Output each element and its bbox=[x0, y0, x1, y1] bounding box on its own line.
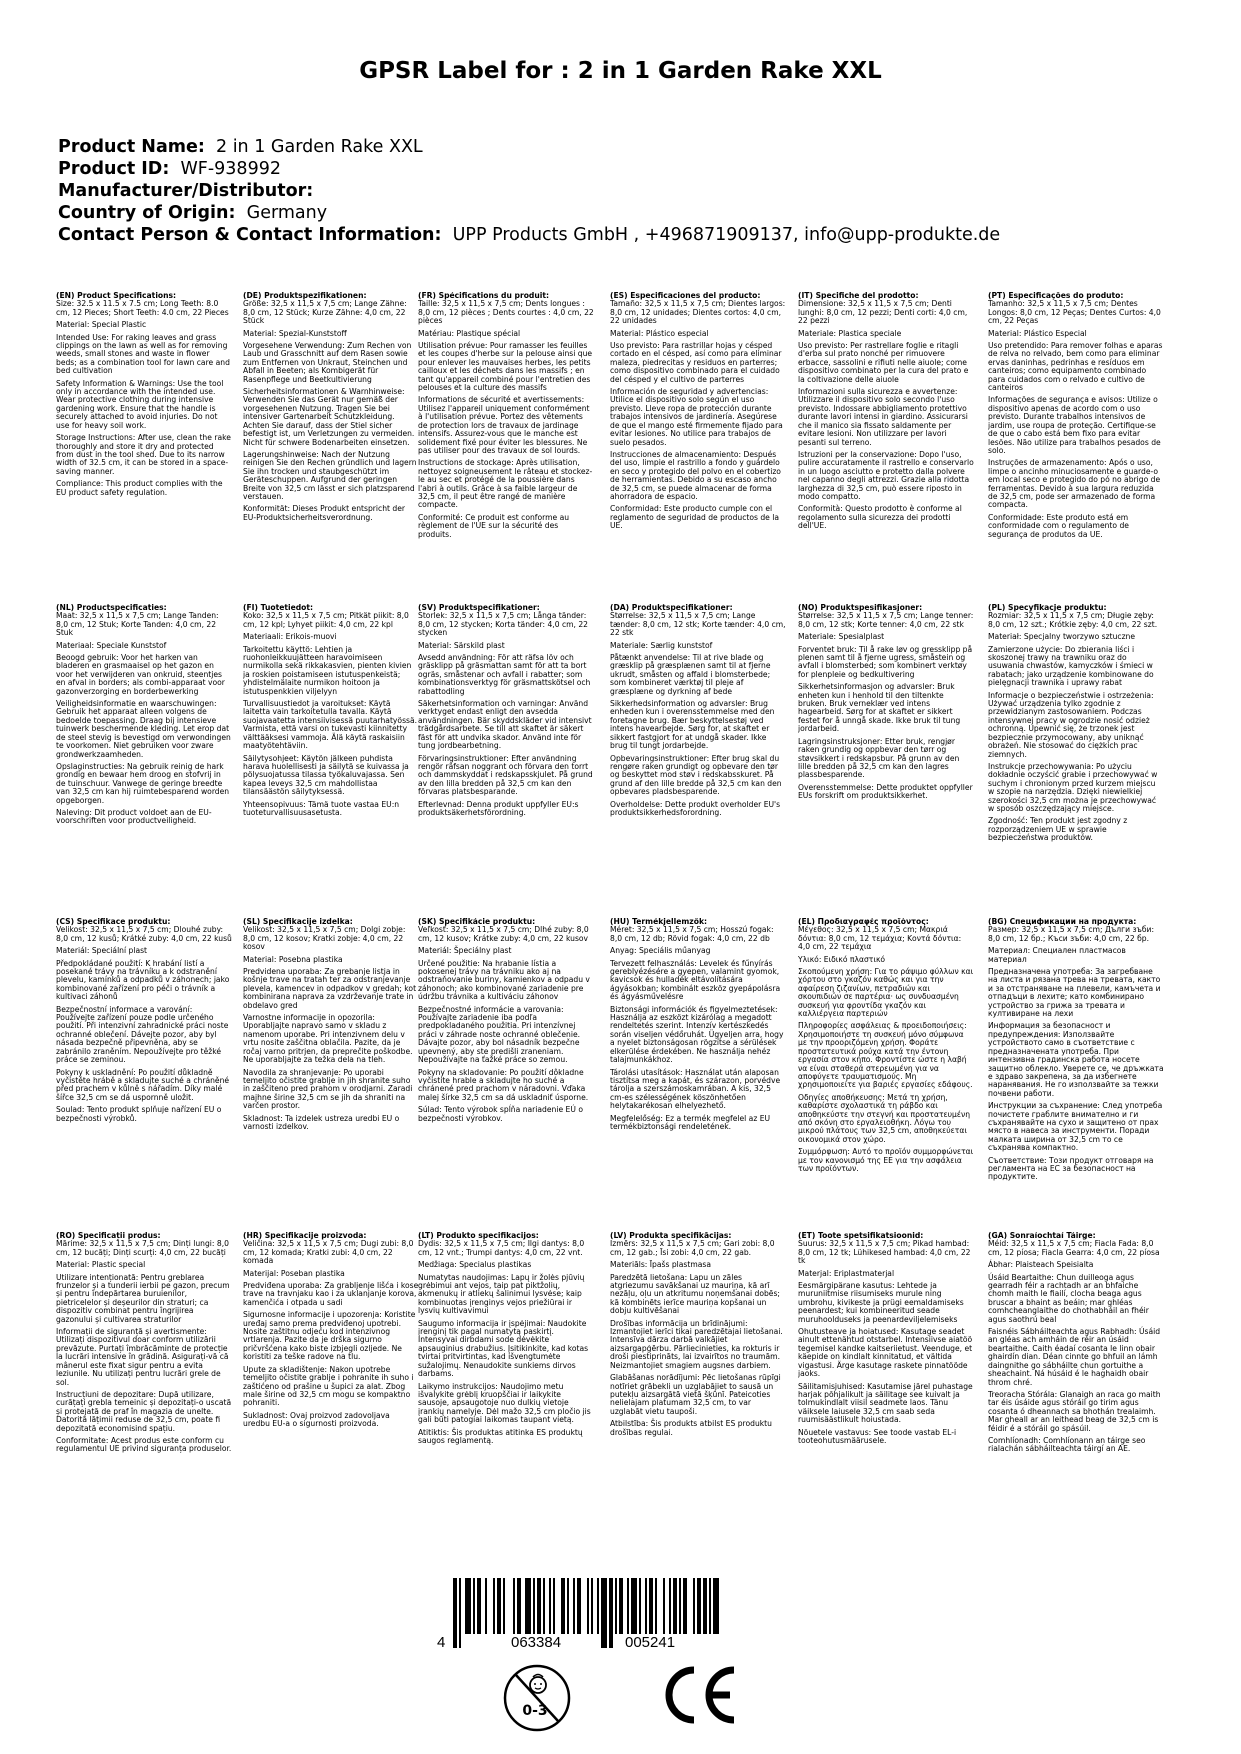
language-paragraph: Forventet bruk: Til å rake løv og gressklipp på plenen samt til å fjerne ugress, småstein og avfall i blomsterbed; som kombinert verktøy for plenpleie og bedkultivering bbox=[798, 644, 973, 679]
barcode-bar bbox=[543, 1578, 545, 1634]
language-paragraph: Информация за безопасност и предупреждения: Използвайте устройството само в съответствие с предназначената употреба. При интензивна градинска работа носете защитно облекло. Уверете се, че дръжката е здраво закрепена, за да избегнете наранявания. Не го използвайте за тежки почвени работи. bbox=[988, 1021, 1164, 1098]
language-specs: Размер: 32,5 x 11,5 x 7,5 cm; Дълги зъби: 8,0 cm, 12 бр.; Къси зъби: 4,0 cm, 22 бр. bbox=[988, 925, 1155, 943]
label-title: GPSR Label for : 2 in 1 Garden Rake XXL bbox=[359, 58, 882, 84]
language-block bbox=[56, 918, 232, 1218]
barcode-bar bbox=[477, 1578, 481, 1634]
language-paragraph: Naleving: Dit product voldoet aan de EU-voorschriften voor productveiligheid. bbox=[56, 807, 212, 826]
language-paragraph: Soulad: Tento produkt splňuje nařízení EU o bezpečnosti výrobků. bbox=[56, 1105, 222, 1123]
barcode-bar bbox=[615, 1578, 617, 1634]
language-paragraph: Drošības informācija un brīdinājumi: Izmantojiet ierīci tikai paredzētajai lietošanai. Intensīva dārza darbā valkājiet aizsargapģērbu. Pārliecinieties, ka rokturis ir droši piestiprināts, lai izvairītos no traumām. Neizmantojiet smagiem augsnes darbiem. bbox=[610, 1318, 783, 1370]
age-warning-icon bbox=[502, 1663, 572, 1733]
language-heading: (NO) Produktspesifikasjoner: bbox=[798, 604, 923, 612]
language-specs: Storlek: 32,5 x 11,5 x 7,5 cm; Långa tänder: 8,0 cm, 12 stycken; Korta tänder: 4,0 cm, 22 stycken bbox=[418, 611, 589, 638]
language-paragraph: Beoogd gebruik: Voor het harken van bladeren en grasmaaisel op het gazon en voor het verwijderen van onkruid, steentjes en afval in borders; als combi-apparaat voor gazonverzorging en borderbewerking bbox=[56, 653, 225, 696]
language-paragraph: Sikkerhetsinformasjon og advarsler: Bruk enheten kun i henhold til den tiltenkte bruken. Bruk verneklær ved intens hagearbeid. Sørg for at skaftet er sikkert festet for å unngå skade. Ikke bruk til tung jordarbeid. bbox=[798, 682, 961, 734]
language-paragraph: Instrucciones de almacenamiento: Después del uso, limpie el rastrillo a fondo y guárdelo en seco y protegido del polvo en el cobertizo de herramientas. Debido a su escaso ancho de 32,5 cm, se puede almacenar de forma ahorradora de espacio. bbox=[610, 449, 781, 501]
language-paragraph: Uso previsto: Per rastrellare foglie e ritagli d'erba sul prato nonché per rimuovere erbacce, sassolini e rifiuti nelle aiuole; come dispositivo combinato per la cura del prato e la coltivazione delle aiuole bbox=[798, 341, 969, 384]
language-paragraph: Συμμόρφωση: Αυτό το προϊόν συμμορφώνεται με τον κανονισμό της ΕΕ για την ασφάλεια των προϊόντων. bbox=[798, 1147, 974, 1173]
barcode-bar bbox=[693, 1578, 695, 1634]
language-specs: Size: 32.5 x 11.5 x 7.5 cm; Long Teeth: 8.0 cm, 12 Pieces; Short Teeth: 4.0 cm, 22 Pieces bbox=[56, 299, 229, 317]
barcode-bar bbox=[525, 1578, 531, 1634]
language-paragraph: Avsedd användning: För att räfsa löv och gräsklipp på gräsmattan samt för att ta bort ogräs, småstenar och avfall i rabatter; som kombinationsverktyg för gräsmattskötsel och rabattodling bbox=[418, 653, 591, 696]
language-paragraph: Předpokládané použití: K hrabání listí a posekané trávy na trávníku a k odstranění plevelu, kamínků a odpadků v záhonech; jako kombinované zařízení pro péči o trávník a kultivaci záhonů bbox=[56, 958, 230, 1002]
language-paragraph: Compliance: This product complies with the EU product safety regulation. bbox=[56, 479, 223, 497]
language-paragraph: Určené použitie: Na hrabanie lístia a pokosenej trávy na trávniku ako aj na odstraňovanie buriny, kamienkov a odpadu v záhonoch; ako kombinované zariadenie pre údržbu trávnika a kultiváciu záhonov bbox=[418, 958, 590, 1002]
language-paragraph: Overensstemmelse: Dette produktet oppfyller EUs forskrift om produktsikkerhet. bbox=[798, 782, 973, 801]
language-block bbox=[798, 292, 974, 592]
language-specs: Méret: 32,5 x 11,5 x 7,5 cm; Hosszú fogak: 8,0 cm, 12 db; Rövid fogak: 4,0 cm, 22 db bbox=[610, 925, 774, 943]
barcode-bar bbox=[549, 1578, 551, 1634]
language-paragraph: Nõuetele vastavus: See toode vastab EL-i tooteohutusmäärusele. bbox=[798, 1427, 957, 1445]
language-specs: Maat: 32,5 x 11,5 x 7,5 cm; Lange Tanden: 8,0 cm, 12 Stuk; Korte Tanden: 4,0 cm, 22 Stuk bbox=[56, 611, 219, 638]
barcode-bar bbox=[591, 1578, 593, 1634]
language-paragraph: Påtænkt anvendelse: Til at rive blade og græsklip på græsplænen samt til at fjerne ukrudt, småsten og affald i blomsterbede; som kombineret værktøj til pleje af græsplæne og dyrkning af bede bbox=[610, 653, 771, 696]
language-paragraph: Overholdelse: Dette produkt overholder EU's produktsikkerhedsforordning. bbox=[610, 799, 781, 817]
language-paragraph: Sicherheitsinformationen & Warnhinweise: Verwenden Sie das Gerät nur gemäß der vorgesehenen Nutzung. Tragen Sie bei intensiver Gartenarbeit Schutzkleidung. Achten Sie darauf, dass der Stiel sicher befestigt ist, um Verletzungen zu vermeiden. Nicht für schwere Bodenarbeiten einsetzen. bbox=[243, 387, 415, 447]
language-block bbox=[988, 292, 1164, 592]
barcode-bar bbox=[465, 1578, 471, 1634]
language-paragraph: Instrucțiuni de depozitare: După utilizare, curățați grebla temeinic și depozitați-o uscată și protejată de praf în magazia de unelte. Datorită lățimii reduse de 32,5 cm, poate fi depozitată economisind spațiu. bbox=[56, 1389, 232, 1433]
language-heading: (PL) Specyfikacje produktu: bbox=[988, 604, 1107, 612]
language-heading: (PT) Especificações do produto: bbox=[988, 292, 1124, 300]
language-paragraph: Upute za skladištenje: Nakon upotrebe temeljito očistite grablje i pohranite ih suho i zaštićeno od prašine u šupici za alat. Zbog male širine od 32,5 cm mogu se kompaktno pohraniti. bbox=[243, 1364, 414, 1408]
barcode-bar bbox=[561, 1578, 565, 1634]
language-paragraph: Atitiktis: Šis produktas atitinka ES produktų saugos reglamentą. bbox=[418, 1427, 583, 1445]
language-heading: (LV) Produkta specifikācijas: bbox=[610, 1232, 732, 1240]
language-block bbox=[56, 604, 232, 904]
language-paragraph: Материал: Специален пластмасов материал bbox=[988, 946, 1126, 964]
language-paragraph: Säilitamisjuhised: Kasutamise järel puhastage harjak põhjalikult ja säilitage see kuivalt ja tolmukindlalt viisil seadmete laos. Tänu väiksele laiusele 32,5 cm saab seda ruumisäästlikult hoiustada. bbox=[798, 1381, 973, 1425]
language-specs: Größe: 32,5 x 11,5 x 7,5 cm; Lange Zähne: 8,0 cm, 12 Stück; Kurze Zähne: 4,0 cm, 22 Stück bbox=[243, 299, 407, 326]
barcode-bar bbox=[473, 1578, 475, 1634]
language-paragraph: Informations de sécurité et avertissements: Utilisez l'appareil uniquement conformément à l'utilisation prévue. Portez des vêtements de protection lors de travaux de jardinage intensifs. Assurez-vous que le manche est solidement fixé pour éviter les blessures. Ne pas utiliser pour des travaux de sol lourds. bbox=[418, 395, 590, 455]
barcode-bar bbox=[631, 1578, 637, 1634]
language-paragraph: Utilisation prévue: Pour ramasser les feuilles et les coupes d'herbe sur la pelouse ainsi que pour enlever les mauvaises herbes, les petits cailloux et les déchets dans les massifs ; en tant qu'appareil combiné pour l'entretien des pelouses et la culture des massifs bbox=[418, 341, 593, 393]
barcode-bar bbox=[497, 1578, 501, 1634]
barcode-bar bbox=[619, 1578, 623, 1634]
language-paragraph: Materiál: Špeciálny plast bbox=[418, 946, 512, 956]
barcode-bar bbox=[533, 1578, 535, 1634]
language-paragraph: Säilytysohjeet: Käytön jälkeen puhdista harava huolellisesti ja säilytä se kuivassa ja pölysuojatussa tilassa työkaluvajassa. Sen kapea leveys 32,5 cm mahdollistaa tilansäästön säilytyksessä. bbox=[243, 753, 409, 797]
language-paragraph: Navodila za shranjevanje: Po uporabi temeljito očistite grablje in jih shranite suho in zaščiteno pred prahom v orodjarni. Zaradi majhne širine 32,5 cm se jih da shraniti na varčen prostor. bbox=[243, 1067, 413, 1111]
language-specs: Dydis: 32,5 x 11,5 x 7,5 cm; Ilgi dantys: 8,0 cm, 12 vnt.; Trumpi dantys: 4,0 cm, 22 vnt. bbox=[418, 1239, 585, 1257]
language-specs: Dimensione: 32,5 x 11,5 x 7,5 cm; Denti lunghi: 8,0 cm, 12 pezzi; Denti corti: 4,0 cm, 22 pezzi bbox=[798, 299, 968, 326]
language-heading: (ET) Toote spetsifikatsioonid: bbox=[798, 1232, 924, 1240]
barcode bbox=[433, 1578, 723, 1658]
language-paragraph: Úsáid Beartaithe: Chun duilleoga agus gearradh féir a rachtadh ar an bhfaiche chomh maith le fiailí, clocha beaga agus bruscar a bhaint as beáin; mar ghléas comhcheanglaithe do chothabháil an fhéir agus saothrú beal bbox=[988, 1272, 1149, 1324]
language-paragraph: Material: Posebna plastika bbox=[243, 954, 343, 964]
language-specs: Méid: 32,5 x 11,5 x 7,5 cm; Fiacla Fada: 8,0 cm, 12 píosa; Fiacla Gearra: 4,0 cm, 22 píosa bbox=[988, 1239, 1160, 1257]
language-heading: (SL) Specifikacije izdelka: bbox=[243, 918, 353, 926]
language-specs: Størrelse: 32,5 x 11,5 x 7,5 cm; Lange tenner: 8,0 cm, 12 stk; Korte tenner: 4,0 cm, 22 stk bbox=[798, 611, 974, 629]
language-paragraph: Materiale: Særlig kunststof bbox=[610, 640, 713, 650]
language-heading: (GA) Sonraíochtaí Táirge: bbox=[988, 1232, 1096, 1240]
language-paragraph: Lagerungshinweise: Nach der Nutzung reinigen Sie den Rechen gründlich und lagern Sie ihn trocken und staubgeschützt im Geräteschuppen. Aufgrund der geringen Breite von 32,5 cm lässt er sich platzsparend verstauen. bbox=[243, 449, 417, 501]
barcode-bar bbox=[713, 1578, 719, 1634]
language-paragraph: Faisnéis Sábháilteachta agus Rabhadh: Úsáid an gléas ach amháin de réir an úsáid beartaithe. Caith éadaí cosanta le linn obair ghairdín dian. Déan cinnte go bhfuil an lámh daingnithe go sábháilte chun gortuithe a sheachaint. Ná húsáid é le haghaidh obair throm chré. bbox=[988, 1327, 1161, 1387]
language-paragraph: Инструкции за съхранение: След употреба почистете граблите внимателно и ги съхранявайте на сухо и защитено от прах място в навеса за инструменти. Поради малката ширина от 32,5 cm то се съхранява компактно. bbox=[988, 1101, 1163, 1153]
language-paragraph: Material: Plástico especial bbox=[610, 328, 709, 338]
language-paragraph: Materiale: Plastica speciale bbox=[798, 328, 902, 338]
language-paragraph: Istruzioni per la conservazione: Dopo l'uso, pulire accuratamente il rastrello e conservarlo in un luogo asciutto e protetto dalla polvere nel capanno degli attrezzi. Grazie alla ridotta larghezza di 32,5 cm, può essere riposto in modo compatto. bbox=[798, 449, 974, 501]
language-paragraph: Material: Plastic special bbox=[56, 1260, 146, 1270]
language-paragraph: Materiaali: Erikois-muovi bbox=[243, 632, 337, 642]
barcode-bar bbox=[645, 1578, 647, 1634]
language-specs: Koko: 32,5 x 11,5 x 7,5 cm; Pitkät piikit: 8,0 cm, 12 kpl; Lyhyet piikit: 4,0 cm, 22 kpl bbox=[243, 611, 409, 629]
language-block bbox=[418, 918, 594, 1218]
language-paragraph: Storage Instructions: After use, clean the rake thoroughly and store it dry and protected from dust in the tool shed. Due to its narrow width of 32.5 cm, it can be stored in a space-saving manner. bbox=[56, 433, 231, 476]
barcode-bar bbox=[537, 1578, 541, 1634]
language-block bbox=[610, 604, 786, 904]
language-paragraph: Съответствие: Този продукт отговаря на регламента на ЕС за безопасност на продуктите. bbox=[988, 1155, 1154, 1182]
language-paragraph: Konformität: Dieses Produkt entspricht der EU-Produktsicherheitsverordnung. bbox=[243, 504, 406, 522]
language-paragraph: Material: Special Plastic bbox=[56, 320, 147, 330]
barcode-bar bbox=[683, 1578, 687, 1634]
language-block bbox=[798, 1232, 974, 1532]
language-paragraph: Matériau: Plastique spécial bbox=[418, 328, 521, 338]
language-paragraph: Informazioni sulla sicurezza e avvertenze: Utilizzare il dispositivo solo secondo l'uso previsto. Indossare abbigliamento protettivo durante lavori intensi in giardino. Assicurarsi che il manico sia fissato saldamente per evitare lesioni. Non utilizzare per lavori pesanti sul terreno. bbox=[798, 387, 968, 447]
language-paragraph: Megfelelőség: Ez a termék megfelel az EU termékbiztonsági rendeletének. bbox=[610, 1113, 771, 1131]
language-block bbox=[988, 604, 1164, 904]
language-paragraph: Instrukcje przechowywania: Po użyciu dokładnie oczyścić grabie i przechowywać w suchym i chronionym przed kurzem miejscu w szopie na narzędzia. Dzięki niewielkiej szerokości 32,5 cm można je przechowywać w sposób oszczędzający miejsce. bbox=[988, 761, 1158, 813]
ce-mark-icon bbox=[658, 1664, 740, 1726]
language-heading: (EL) Προδιαγραφές προϊόντος: bbox=[798, 918, 929, 926]
barcode-bar bbox=[513, 1578, 515, 1634]
language-heading: (ES) Especificaciones del producto: bbox=[610, 292, 761, 300]
barcode-bar bbox=[703, 1578, 707, 1634]
language-paragraph: Bezpečnostné informácie a varovania: Používajte zariadenie iba podľa predpokladaného použitia. Pri intenzívnej práci v záhrade noste ochranné oblečenie. Dávajte pozor, aby bol násadník bezpečne upevnený, aby ste predišli zraneniam. Nepoužívajte na ťažké práce so zemou. bbox=[418, 1004, 581, 1065]
language-block bbox=[243, 604, 419, 904]
language-paragraph: Sikkerhedsinformation og advarsler: Brug enheden kun i overensstemmelse med den foretagne brug. Bær beskyttelsestøj ved intens havearbejde. Sørg for, at skaftet er sikkert fastgjort for at undgå skader. Ikke brug til tungt jordarbejde. bbox=[610, 699, 775, 751]
language-paragraph: Tarkoitettu käyttö: Lehtien ja ruohonleikkuujätteen haravoimiseen nurmikolla sekä rikkakasvien, pienten kivien ja roskien poistamiseen istutuspenkeistä; yhdistelmälaite nurmikon hoitoon ja istutuspenkkien viljelyyn bbox=[243, 644, 412, 696]
language-paragraph: Saugumo informacija ir įspėjimai: Naudokite įrenginį tik pagal numatytą paskirtį. Intensyvai dirbdami sode dėvėkite apsauginius drabužius. Įsitikinkite, kad kotas tvirtai pritvirtintas, kad išvengtumėte sužalojimų. Nenaudokite sunkiems dirvos darbams. bbox=[418, 1318, 589, 1379]
language-heading: (SV) Produktspecifikationer: bbox=[418, 604, 540, 612]
language-specs: Veľkosť: 32,5 x 11,5 x 7,5 cm; Dlhé zuby: 8,0 cm, 12 kusov; Krátke zuby: 4,0 cm, 22 kusov bbox=[418, 925, 589, 943]
language-paragraph: Treoracha Stórála: Glanaigh an raca go maith tar éis úsáide agus stóráil go tirim agus cosanta ó dheannach sa bhothán trealaimh. Mar gheall ar an leithead beag de 32,5 cm is féidir é a stóráil go spásúil. bbox=[988, 1389, 1161, 1433]
language-paragraph: Sigurnosne informacije i upozorenja: Koristite uređaj samo prema predviđenoj upotrebi. Nosite zaštitnu odjeću kod intenzivnog vrtlarenja. Pazite da je drška sigurno pričvršćena kako biste izbjegli ozljede. Ne koristiti za teške radove na tlu. bbox=[243, 1310, 416, 1362]
language-block bbox=[243, 292, 419, 592]
language-specs: Veličina: 32,5 x 11,5 x 7,5 cm; Dugi zubi: 8,0 cm, 12 komada; Kratki zubi: 4,0 cm, 22 komada bbox=[243, 1239, 414, 1266]
product-name-value: 2 in 1 Garden Rake XXL bbox=[216, 137, 423, 157]
language-specs: Tamanho: 32,5 x 11,5 x 7,5 cm; Dentes Longos: 8,0 cm, 12 Peças; Dentes Curtos: 4,0 cm, 22 Peças bbox=[988, 299, 1161, 326]
language-specs: Taille: 32,5 x 11,5 x 7,5 cm; Dents longues : 8,0 cm, 12 pièces ; Dents courtes : 4,0 cm, 22 pièces bbox=[418, 299, 594, 326]
language-paragraph: Predvidena uporaba: Za grebanje listja in košnje trave na tratah ter za odstranjevanje plevela, kamencev in odpadkov v gredah; kot kombinirana naprava za vzdrževanje trate in obdelavo gred bbox=[243, 967, 417, 1010]
country-label: Country of Origin: bbox=[58, 203, 236, 223]
language-paragraph: Zgodność: Ten produkt jest zgodny z rozporządzeniem UE w sprawie bezpieczeństwa produktów. bbox=[988, 816, 1128, 843]
language-paragraph: Paredzētā lietošana: Lapu un zāles atgriezumu savākšanai uz mauriņa, kā arī nezāļu, oļu un atkritumu noņemšanai dobēs; kā kombinēts ierīce mauriņa kopšanai un dobju kultivēšanai bbox=[610, 1272, 780, 1316]
barcode-left-digits: 063384 bbox=[511, 1634, 562, 1651]
language-specs: Izmērs: 32,5 x 11,5 x 7,5 cm; Gari zobi: 8,0 cm, 12 gab.; Īsi zobi: 4,0 cm, 22 gab. bbox=[610, 1239, 775, 1257]
barcode-bars bbox=[433, 1578, 723, 1650]
language-paragraph: Material: Spezial-Kunststoff bbox=[243, 328, 347, 338]
language-paragraph: Material: Särskild plast bbox=[418, 640, 505, 650]
barcode-bar bbox=[639, 1578, 641, 1634]
product-id-value: WF-938992 bbox=[180, 159, 281, 179]
language-paragraph: Medžiaga: Specialus plastikas bbox=[418, 1260, 532, 1270]
language-paragraph: Ábhar: Plaisteach Speisialta bbox=[988, 1260, 1094, 1270]
language-block bbox=[610, 1232, 786, 1532]
language-paragraph: Skladnost: Ta izdelek ustreza uredbi EU o varnosti izdelkov. bbox=[243, 1113, 400, 1131]
language-paragraph: Turvallisuustiedot ja varoitukset: Käytä laitetta vain tarkoitetulla tavalla. Käytä suojavaatetta intensiivisessä puutarhatyössä. Varmista, että varsi on tukevasti kiinnitetty välttääksesi vammoja. Älä käytä raskaisiin maatyötehtäviin. bbox=[243, 699, 418, 751]
language-specs: Rozmiar: 32,5 x 11,5 x 7,5 cm; Długie zęby: 8,0 cm, 12 szt.; Krótkie zęby: 4,0 cm, 22 szt. bbox=[988, 611, 1158, 629]
language-block bbox=[798, 604, 974, 904]
language-paragraph: Vorgesehene Verwendung: Zum Rechen von Laub und Grasschnitt auf dem Rasen sowie zum Entfernen von Unkraut, Steinchen und Abfall in Beeten; als Kombigerät für Rasenpflege und Beetkultivierung bbox=[243, 341, 412, 384]
language-heading: (FI) Tuotetiedot: bbox=[243, 604, 314, 612]
age-warning-label: 0-3 bbox=[522, 1703, 548, 1719]
language-paragraph: Materiál: Speciální plast bbox=[56, 946, 148, 956]
contact-label: Contact Person & Contact Information: bbox=[58, 225, 442, 245]
language-paragraph: Material: Plástico Especial bbox=[988, 328, 1087, 338]
language-heading: (LT) Produkto specifikacijos: bbox=[418, 1232, 539, 1240]
language-paragraph: Comhlíonadh: Comhlíonann an táirge seo rialachán sábháilteachta táirgí an AE. bbox=[988, 1435, 1146, 1454]
contact-row bbox=[58, 224, 1188, 246]
language-block bbox=[56, 1232, 232, 1532]
language-paragraph: Materiāls: Īpašs plastmasa bbox=[610, 1260, 711, 1270]
language-heading: (NL) Productspecificaties: bbox=[56, 604, 167, 612]
barcode-bar bbox=[485, 1578, 487, 1634]
language-paragraph: Predviđena uporaba: Za grabljenje lišća i kose trave na travnjaku kao i za uklanjanje korova, kamenčića i otpada u sadi bbox=[243, 1281, 419, 1307]
language-paragraph: Conformitate: Acest produs este conform cu regulamentul UE privind siguranța produselor. bbox=[56, 1435, 232, 1454]
language-paragraph: Conformidade: Este produto está em conformidade com o regulamento de segurança de produtos da UE. bbox=[988, 512, 1129, 539]
language-heading: (CS) Specifikace produktu: bbox=[56, 918, 171, 926]
language-paragraph: Materiaal: Speciale Kunststof bbox=[56, 640, 167, 650]
language-paragraph: Materiał: Specjalny tworzywo sztuczne bbox=[988, 632, 1136, 642]
barcode-bar bbox=[601, 1578, 607, 1648]
language-paragraph: Säkerhetsinformation och varningar: Använd verktyget endast enligt den avsedda användningen. Bär skyddskläder vid intensivt trädgårdsarbete. Se till att skaftet är säkert fäst för att undvika skador. Använd inte för tung jordbearbetning. bbox=[418, 699, 592, 751]
language-heading: (DE) Produktspezifikationen: bbox=[243, 292, 367, 300]
barcode-bar bbox=[609, 1578, 613, 1648]
product-info bbox=[58, 136, 1188, 246]
barcode-bar bbox=[573, 1578, 575, 1634]
manufacturer-row bbox=[58, 180, 1188, 202]
language-paragraph: Efterlevnad: Denna produkt uppfyller EU:s produktsäkerhetsförordning. bbox=[418, 799, 579, 817]
language-paragraph: Utilizare intenționată: Pentru greblarea frunzelor și a tunderii ierbii pe gazon, precum și pentru îndepărtarea buruienilor, pietricelelor și deșeurilor din straturi; ca dispozitiv combinat pentru îngrijirea gazonului și cultivarea straturilor bbox=[56, 1272, 230, 1324]
language-paragraph: Zamierzone użycie: Do zbierania liści i skoszonej trawy na trawniku oraz do usuwania chwastów, kamyczków i śmieci w rabatach; jako urządzenie kombinowane do pielęgnacji trawnika i uprawy rabat bbox=[988, 644, 1154, 688]
language-block bbox=[243, 1232, 419, 1532]
language-paragraph: Biztonsági információk és figyelmeztetések: Használja az eszközt kizárólag a megadott rendeltetés szerint. Intenzív kertészkedés során viseljen védőruhát. Ügyeljen arra, hogy a nyelet biztonságosan rögzítse a sérülések elkerülése érdekében. Ne használja nehéz talajmunkákhoz. bbox=[610, 1004, 784, 1065]
language-block bbox=[988, 1232, 1164, 1532]
product-id-label: Product ID: bbox=[58, 159, 170, 179]
language-specs: Velikost: 32,5 x 11,5 x 7,5 cm; Dolgi zobje: 8,0 cm, 12 kosov; Kratki zobje: 4,0 cm, 22 kosov bbox=[243, 925, 406, 952]
language-paragraph: Opslaginstructies: Na gebruik reinig de hark grondig en bewaar hem droog en stofvrij in de tuinschuur. Vanwege de geringe breedte van 32,5 cm kan hij ruimtebesparend worden opgeborgen. bbox=[56, 761, 230, 805]
barcode-bar bbox=[673, 1578, 677, 1634]
barcode-bar bbox=[567, 1578, 569, 1634]
language-block bbox=[56, 292, 232, 592]
language-paragraph: Información de seguridad y advertencias: Utilice el dispositivo solo según el uso previsto. Lleve ropa de protección durante trabajos intensivos de jardinería. Asegúrese de que el mango esté firmemente fijado para evitar lesiones. No utilice para trabajos de suelo pesados. bbox=[610, 387, 783, 447]
barcode-bar bbox=[709, 1578, 711, 1634]
barcode-bar bbox=[577, 1578, 581, 1634]
barcode-bar bbox=[517, 1578, 521, 1634]
country-row bbox=[58, 202, 1188, 224]
language-paragraph: Lagringsinstruksjoner: Etter bruk, rengjør raken grundig og oppbevar den tørr og støvsikkert i redskapsbur. På grunn av den lille bredden på 32,5 cm kan den lagres plassbesparende. bbox=[798, 736, 960, 780]
language-paragraph: Materijal: Poseban plastika bbox=[243, 1268, 345, 1278]
language-paragraph: Uso previsto: Para rastrillar hojas y césped cortado en el césped, así como para eliminar maleza, piedrecitas y residuos en parterres; como dispositivo combinado para el cuidado del césped y el cultivo de parterres bbox=[610, 341, 782, 384]
language-paragraph: Conformidad: Este producto cumple con el reglamento de seguridad de productos de la UE. bbox=[610, 504, 780, 531]
language-block bbox=[418, 292, 594, 592]
barcode-bar bbox=[655, 1578, 657, 1634]
barcode-bar bbox=[697, 1578, 701, 1634]
language-paragraph: Anyag: Speciális műanyag bbox=[610, 946, 711, 956]
language-paragraph: Materjal: Eriplastmaterjal bbox=[798, 1268, 895, 1278]
language-paragraph: Σκοπούμενη χρήση: Για το ράψιμο φύλλων και χόρτου στο γκαζόν καθώς και για την αφαίρεση ζιζανίων, πετραδιών και σκουπιδιών σε παρτέρια· ως συνδυασμένη συσκευή για φροντίδα γκαζόν και καλλιέργεια παρτεριών bbox=[798, 967, 974, 1019]
language-heading: (SK) Špecifikácie produktu: bbox=[418, 918, 536, 926]
language-block bbox=[988, 918, 1164, 1218]
language-paragraph: Numatytas naudojimas: Lapų ir žolės pjūvių grėbimui ant vejos, taip pat piktžolių, akmenukų ir atliekų šalinimui lysvėse; kaip kombinuotas įrenginys vejos priežiūrai ir lysvių kultivavimui bbox=[418, 1272, 585, 1316]
language-block bbox=[610, 292, 786, 592]
language-specs: Suurus: 32,5 x 11,5 x 7,5 cm; Pikad hambad: 8,0 cm, 12 tk; Lühikesed hambad: 4,0 cm, 22 tk bbox=[798, 1239, 971, 1266]
barcode-bar bbox=[669, 1578, 671, 1634]
language-heading: (IT) Specifiche del prodotto: bbox=[798, 292, 919, 300]
product-name-label: Product Name: bbox=[58, 137, 205, 157]
product-name-row bbox=[58, 136, 1188, 158]
language-heading: (DA) Produktspecifikationer: bbox=[610, 604, 733, 612]
language-paragraph: Laikymo instrukcijos: Naudojimo metu išvalykite grėblį kruopščiai ir laikykite sausoje, apsaugotoje nuo dulkių vietoje įrankių namelyje. Dėl mažo 32,5 cm pločio jis gali būti patogiai laikomas taupant vietą. bbox=[418, 1381, 591, 1425]
language-heading: (FR) Spécifications du produit: bbox=[418, 292, 550, 300]
language-paragraph: Πληροφορίες ασφάλειας & προειδοποιήσεις: Χρησιμοποιήστε τη συσκευή μόνο σύμφωνα με την προοριζόμενη χρήση. Φοράτε προστατευτικά ρούχα κατά την έντονη εργασία στον κήπο. Φροντίστε ώστε η λαβή να είναι σταθερά στερεωμένη για να αποφύγετε τραυματισμούς. Μη χρησιμοποιείτε για βαριές εργασίες εδάφους. bbox=[798, 1021, 973, 1090]
barcode-bar bbox=[587, 1578, 589, 1634]
language-paragraph: Yhteensopivuus: Tämä tuote vastaa EU:n tuoteturvallisuusasetusta. bbox=[243, 799, 400, 817]
language-paragraph: Tárolási utasítások: Használat után alaposan tisztítsa meg a kapát, és szárazon, porvédve tárolja a szerszámoskamrában. A kis, 32,5 cm-es szélességének köszönhetően helytakarékosan elhelyezhető. bbox=[610, 1067, 781, 1111]
language-paragraph: Tervezett felhasználás: Levelek és fűnyírás gereblyézésére a gyepen, valamint gyomok, kavicsok és hulladék eltávolítására ágyásokban; kombinált eszköz gyepápolásra és ágyásművelésre bbox=[610, 958, 781, 1002]
language-paragraph: Safety Information & Warnings: Use the tool only in accordance with the intended use. Wear protective clothing during intensive gardening work. Ensure that the handle is securely attached to avoid injuries. Do not use for heavy soil work. bbox=[56, 378, 224, 430]
language-paragraph: Materiale: Spesialplast bbox=[798, 632, 885, 642]
barcode-right-digits: 005241 bbox=[625, 1634, 676, 1651]
barcode-bar bbox=[459, 1578, 461, 1648]
language-paragraph: Conformité: Ce produit est conforme au règlement de l'UE sur la sécurité des produits. bbox=[418, 512, 570, 539]
language-paragraph: Informacje o bezpieczeństwie i ostrzeżenia: Używać urządzenia tylko zgodnie z przewidzianym zastosowaniem. Podczas intensywnej pracy w ogrodzie nosić odzież ochronną. Upewnić się, że trzonek jest bezpiecznie przymocowany, aby uniknąć obrażeń. Nie stosować do ciężkich prac ziemnych. bbox=[988, 690, 1154, 759]
barcode-bar bbox=[679, 1578, 681, 1634]
language-paragraph: Varnostne informacije in opozorila: Uporabljajte napravo samo v skladu z namenom uporabe. Pri intenzivnem delu v vrtu nosite zaščitna oblačila. Pazite, da je ročaj varno pritrjen, da preprečite poškodbe. Ne uporabljajte za težka dela na tleh. bbox=[243, 1013, 413, 1065]
barcode-lead-digit: 4 bbox=[437, 1634, 446, 1651]
language-heading: (EN) Product Specifications: bbox=[56, 292, 177, 300]
language-paragraph: Ohutusteave ja hoiatused: Kasutage seadet ainult ettenähtud otstarbel. Intensiivse aiatöö tegemisel kandke kaitseriietust. Veenduge, et käepide on kindlalt kinnitatud, et vältida vigastusi. Ärge kasutage raskete pinnatööde jaoks. bbox=[798, 1327, 973, 1379]
language-paragraph: Υλικό: Ειδικό πλαστικό bbox=[798, 954, 886, 964]
language-paragraph: Sukladnost: Ovaj proizvod zadovoljava uredbu EU-a o sigurnosti proizvoda. bbox=[243, 1410, 390, 1429]
language-paragraph: Informații de siguranță și avertismente: Utilizați dispozitivul doar conform utilizării prevăzute. Purtați îmbrăcăminte de protecție la lucrări intensive în grădină. Asigurați-vă că mânerul este fixat sigur pentru a evita leziunile. Nu utilizați pentru lucrări grele de sol. bbox=[56, 1327, 229, 1387]
language-paragraph: Förvaringsinstruktioner: Efter användning rengör räfsan noggrant och förvara den torrt och dammskyddat i redskapsskjulet. På grund av den lilla bredden på 32,5 cm kan den förvaras platsbesparande. bbox=[418, 753, 593, 797]
language-specs: Mărime: 32,5 x 11,5 x 7,5 cm; Dinți lungi: 8,0 cm, 12 bucăți; Dinți scurți: 4,0 cm, 22 bucăți bbox=[56, 1239, 229, 1257]
country-value: Germany bbox=[246, 203, 328, 223]
language-paragraph: Súlad: Tento výrobok spĺňa nariadenie EÚ o bezpečnosti výrobkov. bbox=[418, 1105, 583, 1123]
language-paragraph: Instructions de stockage: Après utilisation, nettoyez soigneusement le râteau et stockez-le au sec et protégé de la poussière dans l'abri à outils. Grâce à sa faible largeur de 32,5 cm, il peut être rangé de manière compacte. bbox=[418, 458, 593, 510]
language-heading: (HU) Termékjellemzők: bbox=[610, 918, 708, 926]
language-paragraph: Pokyny na skladovanie: Po použití dôkladne vyčistite hrable a skladujte ho suché a chránené pred prachom v náradovni. Vďaka malej šírke 32,5 cm sa dá uskladniť úsporne. bbox=[418, 1067, 589, 1102]
language-paragraph: Opbevaringsinstruktioner: Efter brug skal du rengøre raken grundigt og opbevare den tør og beskyttet mod støv i redskabsskuret. På grund af den lille bredde på 32,5 cm kan den opbevares pladsbesparende. bbox=[610, 753, 782, 797]
language-block bbox=[798, 918, 974, 1218]
language-paragraph: Bezpečnostní informace a varování: Používejte zařízení pouze podle určeného použití. Při intenzivní zahradnické práci noste ochranné oblečení. Dávejte pozor, aby byl násada bezpečně připevněna, aby se zabránilo zraněním. Nepoužívejte pro těžké práce se zeminou. bbox=[56, 1004, 229, 1065]
barcode-bar bbox=[503, 1578, 505, 1634]
language-block bbox=[418, 1232, 594, 1532]
language-paragraph: Pokyny k uskladnění: Po použití důkladně vyčistěte hrábě a skladujte suché a chráněné před prachem v kůlně s nářadím. Díky malé šířce 32,5 cm se dá uspornně uložit. bbox=[56, 1067, 230, 1102]
language-heading: (RO) Specificații produs: bbox=[56, 1232, 161, 1240]
barcode-bar bbox=[663, 1578, 665, 1634]
language-specs: Μέγεθος: 32,5 x 11,5 x 7,5 cm; Μακριά δόντια: 8,0 cm, 12 τεμάχια; Κοντά δόντια: 4,0 cm, 22 τεμάχια bbox=[798, 925, 962, 952]
language-specs: Velikost: 32,5 x 11,5 x 7,5 cm; Dlouhé zuby: 8,0 cm, 12 kusů; Krátké zuby: 4,0 cm, 22 kusů bbox=[56, 925, 232, 943]
language-block bbox=[418, 604, 594, 904]
language-heading: (HR) Specifikacije proizvoda: bbox=[243, 1232, 367, 1240]
language-block bbox=[243, 918, 419, 1218]
barcode-bar bbox=[453, 1578, 457, 1648]
barcode-bar bbox=[553, 1578, 555, 1634]
manufacturer-label: Manufacturer/Distributor: bbox=[58, 181, 314, 201]
language-heading: (BG) Спецификации на продукта: bbox=[988, 918, 1137, 926]
product-id-row bbox=[58, 158, 1188, 180]
language-paragraph: Conformità: Questo prodotto è conforme al regolamento sulla sicurezza dei prodotti dell'UE. bbox=[798, 504, 962, 531]
language-paragraph: Instruções de armazenamento: Após o uso, limpe o ancinho minuciosamente e guarde-o em local seco e protegido do pó no abrigo de ferramentas. Devido à sua largura reduzida de 32,5 cm, pode ser armazenado de forma compacta. bbox=[988, 458, 1161, 510]
barcode-bar bbox=[649, 1578, 653, 1634]
language-paragraph: Atbilstība: Šis produkts atbilst ES produktu drošības regulai. bbox=[610, 1419, 772, 1437]
language-paragraph: Предназначена употреба: За загребване на листа и рязана трева на тревата, както и за отстраняване на плевели, камъчета и отпадъци в лехите; като комбинирано устройство за грижа за тревата и култивиране на лехи bbox=[988, 967, 1161, 1019]
language-paragraph: Uso pretendido: Para remover folhas e aparas de relva no relvado, bem como para eliminar ervas daninhas, pedrinhas e resíduos em canteiros; como equipamento combinado para cuidados com o relvado e cultivo de canteiros bbox=[988, 341, 1163, 393]
language-paragraph: Οδηγίες αποθήκευσης: Μετά τη χρήση, καθαρίστε σχολαστικά τη ράβδο και αποθηκεύστε την στεγνή και προστατευμένη από σκόνη στο εργαλειοθήκη. Λόγω του μικρού πλάτους των 32,5 cm, αποθηκεύεται οικονομικά στον χώρο. bbox=[798, 1092, 971, 1144]
language-paragraph: Glabāšanas norādījumi: Pēc lietošanas rūpīgi notīriet grābekli un uzglabājiet to sausā un putekļu aizsargātā vietā šķūnī. Pateicoties nelielajam platumam 32,5 cm, to var uzglabāt vietu taupoši. bbox=[610, 1373, 781, 1416]
language-paragraph: Intended Use: For raking leaves and grass clippings on the lawn as well as for removing weeds, small stones and waste in flower beds; as a combination tool for lawn care and bed cultivation bbox=[56, 332, 230, 376]
language-specs: Tamaño: 32,5 x 11,5 x 7,5 cm; Dientes largos: 8,0 cm, 12 unidades; Dientes cortos: 4,0 cm, 22 unidades bbox=[610, 299, 786, 326]
language-paragraph: Informações de segurança e avisos: Utilize o dispositivo apenas de acordo com o uso previsto. Durante trabalhos intensivos de jardim, use roupa de proteção. Certifique-se de que o cabo está bem fixo para evitar lesões. Não utilize para trabalhos pesados de solo. bbox=[988, 395, 1161, 455]
barcode-bar bbox=[493, 1578, 495, 1634]
language-specs: Størrelse: 32,5 x 11,5 x 7,5 cm; Lange tænder: 8,0 cm, 12 stk; Korte tænder: 4,0 cm, 22 stk bbox=[610, 611, 786, 638]
language-paragraph: Veiligheidsinformatie en waarschuwingen: Gebruik het apparaat alleen volgens de bedoelde toepassing. Draag bij intensieve tuinwerk beschermende kleding. Let erop dat de steel stevig is bevestigd om verwondingen te voorkomen. Niet gebruiken voor zware grondwerkzaamheden. bbox=[56, 699, 231, 759]
language-block bbox=[610, 918, 786, 1218]
language-paragraph: Eesmärgipärane kasutus: Lehtede ja muruniitmise riisumiseks murule ning umbrohu, kivikeste ja prügi eemaldamiseks peenardest; kui kombineeritud seade muruhoolduseks ja peenardeviljelemiseks bbox=[798, 1281, 964, 1324]
barcode-bar bbox=[627, 1578, 629, 1634]
barcode-bar bbox=[597, 1578, 599, 1634]
contact-value: UPP Products GmbH , +496871909137, info@upp-produkte.de bbox=[452, 225, 1001, 245]
